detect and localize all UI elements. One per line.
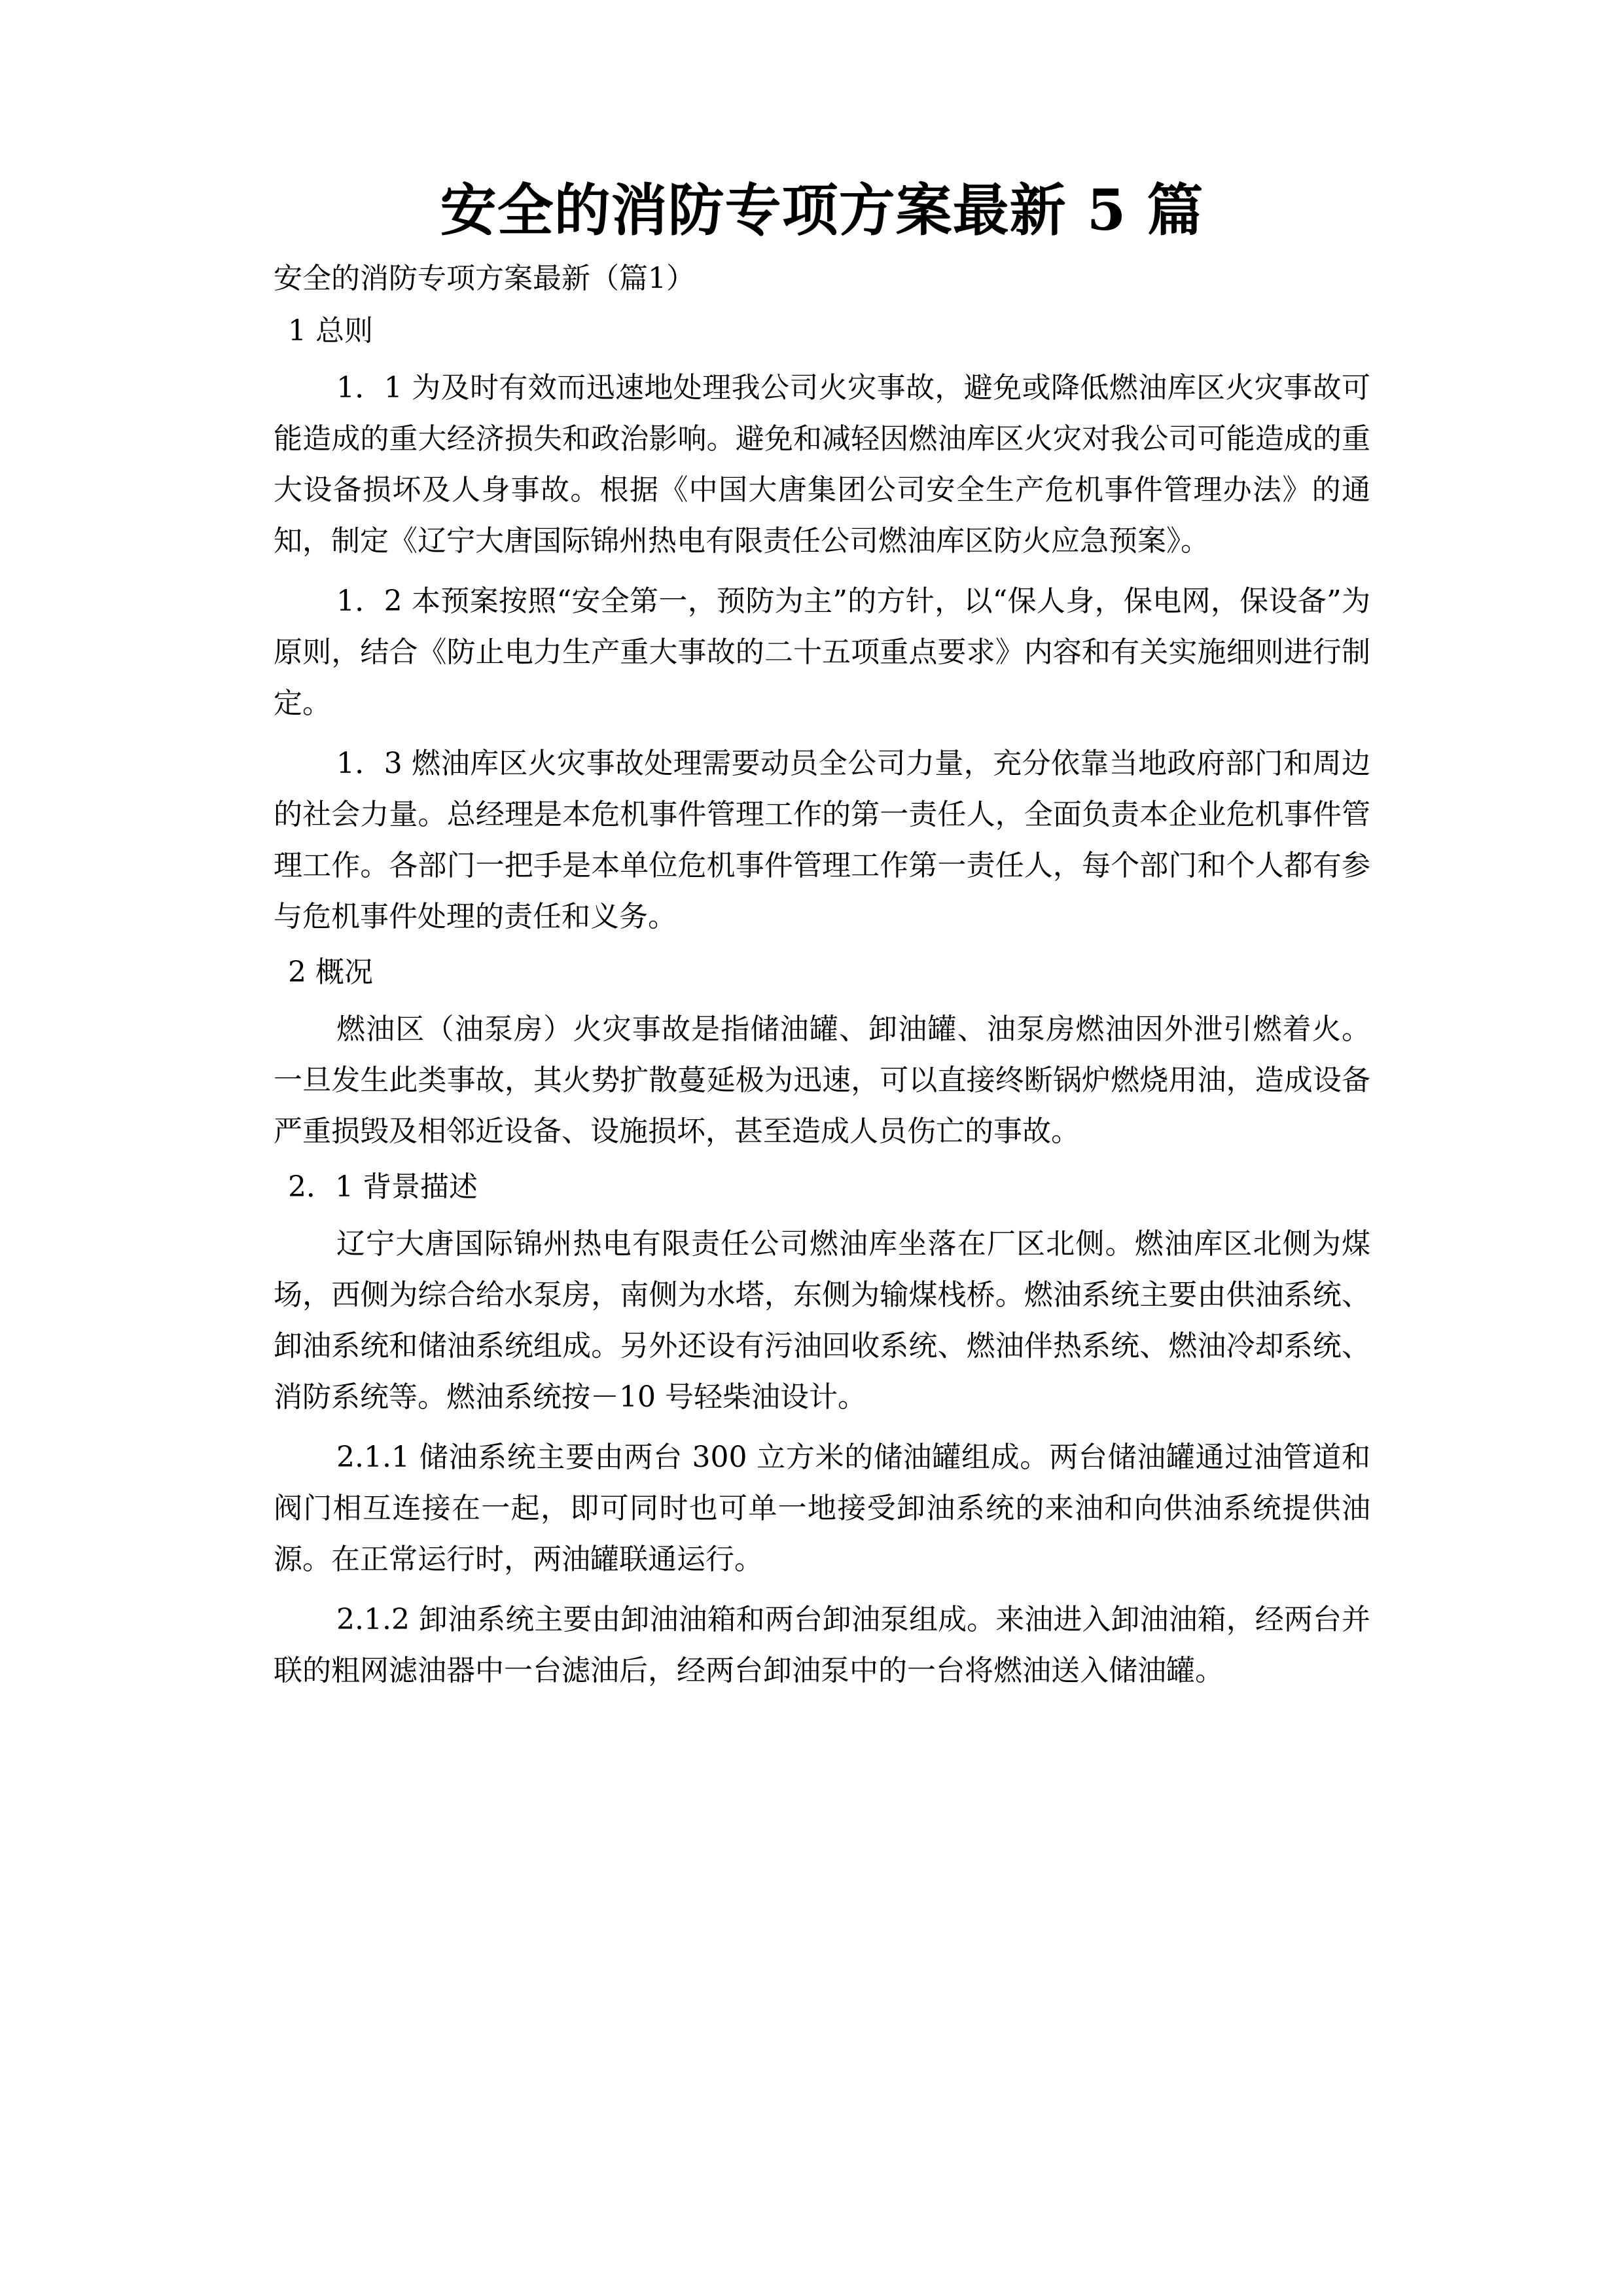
document-content xyxy=(274,0,1370,1696)
page-title: 安全的消防专项方案最新 5 篇 xyxy=(440,177,1204,243)
paragraph-2-1-1: 2.1.1 储油系统主要由两台 300 立方米的储油罐组成。两台储油罐通过油管道和阀门相互连接在一起，即可同时也可单一地接受卸油系统的来油和向供油系统提供油源。在正常运行时，两油罐联通运行。 xyxy=(274,1440,1370,1576)
section-heading-1: 1 总则 xyxy=(288,314,373,348)
section-heading-2-1: 2．1 背景描述 xyxy=(288,1170,478,1204)
paragraph-2-1-2: 2.1.2 卸油系统主要由卸油油箱和两台卸油泵组成。来油进入卸油油箱，经两台并联的粗网滤油器中一台滤油后，经两台卸油泵中的一台将燃油送入储油罐。 xyxy=(274,1602,1370,1687)
paragraph-1-1: 1．1 为及时有效而迅速地处理我公司火灾事故，避免或降低燃油库区火灾事故可能造成的重大经济损失和政治影响。避免和减轻因燃油库区火灾对我公司可能造成的重大设备损坏及人身事故。根据《中国大唐集团公司安全生产危机事件管理办法》的通知，制定《辽宁大唐国际锦州热电有限责任公司燃油库区防火应急预案》。 xyxy=(274,370,1370,558)
section-heading-2: 2 概况 xyxy=(288,955,373,989)
paragraph-2-1-body: 辽宁大唐国际锦州热电有限责任公司燃油库坐落在厂区北侧。燃油库区北侧为煤场，西侧为综合给水泵房，南侧为水塔，东侧为输煤栈桥。燃油系统主要由供油系统、卸油系统和储油系统组成。另外还设有污油回收系统、燃油伴热系统、燃油冷却系统、消防系统等。燃油系统按－10 号轻柴油设计。 xyxy=(274,1227,1370,1414)
paragraph-1-3: 1．3 燃油库区火灾事故处理需要动员全公司力量，充分依靠当地政府部门和周边的社会力量。总经理是本危机事件管理工作的第一责任人，全面负责本企业危机事件管理工作。各部门一把手是本单位危机事件管理工作第一责任人，每个部门和个人都有参与危机事件处理的责任和义务。 xyxy=(274,746,1370,933)
paragraph-2-intro: 燃油区（油泵房）火灾事故是指储油罐、卸油罐、油泵房燃油因外泄引燃着火。一旦发生此类事故，其火势扩散蔓延极为迅速，可以直接终断锅炉燃烧用油，造成设备严重损毁及相邻近设备、设施损坏，甚至造成人员伤亡的事故。 xyxy=(274,1012,1370,1148)
document-subtitle: 安全的消防专项方案最新（篇1） xyxy=(274,261,695,295)
document-body xyxy=(274,301,1370,1696)
paragraph-1-2: 1．2 本预案按照“安全第一，预防为主”的方针，以“保人身，保电网，保设备”为原则，结合《防止电力生产重大事故的二十五项重点要求》内容和有关实施细则进行制定。 xyxy=(274,584,1370,720)
